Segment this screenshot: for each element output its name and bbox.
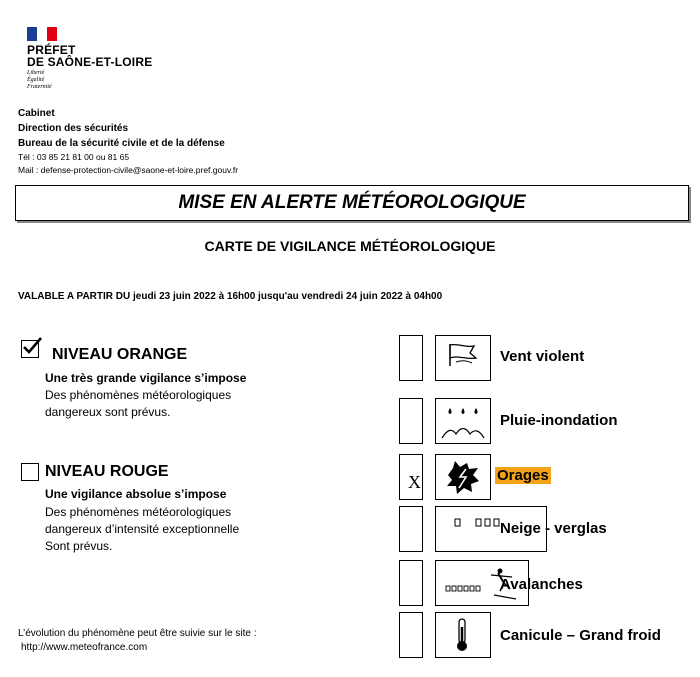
rouge-level-line-1: Des phénomènes météorologiques [45, 505, 232, 519]
footer-info-text: L’évolution du phénomène peut être suivie sur le site : [18, 628, 257, 639]
pluie-inondation-icon-box [435, 398, 491, 444]
title-box [15, 185, 689, 221]
canicule-grand-froid-icon-box [435, 612, 491, 658]
canicule-grand-froid-selector[interactable] [399, 612, 423, 658]
service-cabinet: Cabinet [18, 108, 55, 119]
prefet-department: DE SAÔNE-ET-LOIRE [27, 55, 153, 69]
vent-violent-label: Vent violent [500, 348, 585, 365]
orange-level-checkbox[interactable] [21, 340, 39, 358]
thermometer-icon [436, 613, 490, 657]
orages-label: Orages [497, 467, 549, 484]
motto-liberte: Liberté [27, 70, 45, 76]
orange-level-line-2: dangereux sont prévus. [45, 405, 171, 419]
orange-level-line-1: Des phénomènes météorologiques [45, 388, 232, 402]
orages-selector[interactable] [399, 454, 423, 500]
service-bureau: Bureau de la sécurité civile et de la défense [18, 138, 225, 149]
orages-icon-box [435, 454, 491, 500]
snow-ice-icon [436, 507, 506, 551]
meteofrance-link[interactable]: http://www.meteofrance.com [21, 642, 148, 653]
rouge-level-line-3: Sont prévus. [45, 539, 113, 553]
rouge-level-headline: Une vigilance absolue s’impose [45, 487, 227, 501]
vent-violent-selector[interactable] [399, 335, 423, 381]
motto-fraternite: Fraternité [27, 84, 52, 90]
rouge-level-title: NIVEAU ROUGE [45, 463, 169, 480]
orange-level-headline: Une très grande vigilance s’impose [45, 371, 247, 385]
pluie-inondation-label: Pluie-inondation [500, 412, 618, 429]
vent-violent-icon-box [435, 335, 491, 381]
flag-red [47, 27, 57, 41]
validity-period: VALABLE A PARTIR DU jeudi 23 juin 2022 à 16h00 jusqu'au vendredi 24 juin 2022 à 04h00 [18, 291, 443, 302]
canicule-grand-froid-label: Canicule – Grand froid [500, 627, 661, 644]
rouge-level-checkbox[interactable] [21, 463, 39, 481]
pluie-inondation-selector[interactable] [399, 398, 423, 444]
service-mail: Mail : defense-protection-civile@saone-et-loire.pref.gouv.fr [18, 165, 239, 175]
orange-level-title: NIVEAU ORANGE [52, 346, 188, 363]
rain-flood-icon [436, 399, 490, 443]
neige-verglas-selector[interactable] [399, 506, 423, 552]
neige-verglas-label: Neige - verglas [500, 520, 607, 537]
wind-flag-icon [436, 336, 490, 380]
orages-selected-mark: X [408, 472, 421, 492]
motto-egalite: Égalité [27, 77, 45, 83]
page-title: MISE EN ALERTE MÉTÉOROLOGIQUE [178, 192, 526, 213]
prefet-title: PRÉFET [27, 43, 76, 57]
avalanches-label: Avalanches [500, 576, 583, 593]
page-subtitle: CARTE DE VIGILANCE MÉTÉOROLOGIQUE [204, 238, 496, 254]
checkmark-icon [21, 336, 43, 358]
french-flag-logo [27, 27, 57, 41]
thunderstorm-icon [436, 455, 490, 499]
service-direction: Direction des sécurités [18, 123, 129, 134]
flag-white [37, 27, 47, 41]
service-phone: Tél : 03 85 21 81 00 ou 81 65 [18, 152, 130, 162]
rouge-level-line-2: dangereux d’intensité exceptionnelle [45, 522, 240, 536]
flag-blue [27, 27, 37, 41]
avalanches-selector[interactable] [399, 560, 423, 606]
